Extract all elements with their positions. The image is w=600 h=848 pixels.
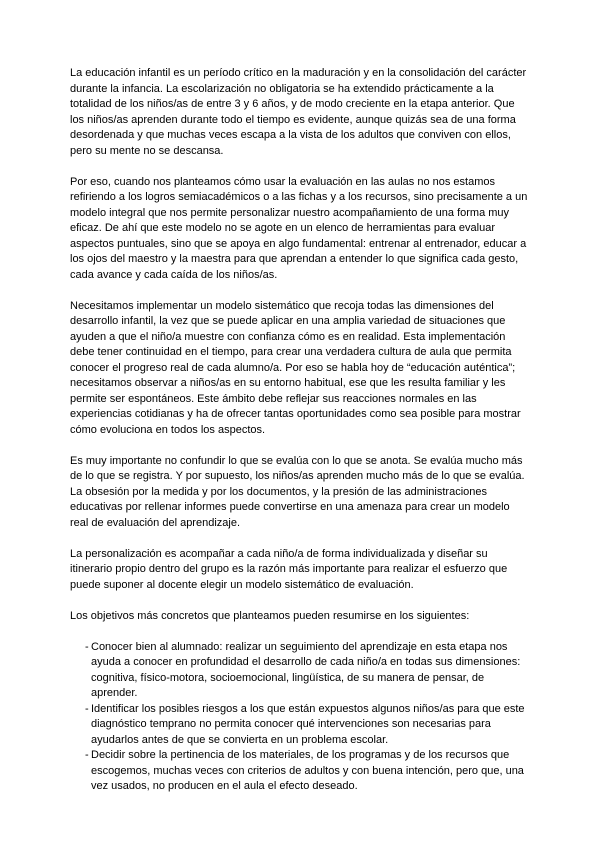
bullet-list	[70, 640, 530, 795]
list-item	[70, 702, 530, 749]
bullet-marker: -	[85, 749, 89, 761]
bullet-marker: -	[85, 640, 89, 653]
bullet-text-conocer-alumnado: Conocer bien al alumnado: realizar un seguimiento del aprendizaje en esta etapa nos ayuda a conocer en profundidad el desarrollo de cada niño/a en todas sus dimensiones: cognitiva, físico-motora, socioemocional, lingüística, de su manera de pensar, de aprender.	[91, 640, 521, 699]
document-body	[70, 66, 530, 795]
list-item	[70, 748, 530, 795]
paragraph-evaluacion-aulas: Por eso, cuando nos planteamos cómo usar la evaluación en las aulas no nos estamos refiriendo a los logros semiacadémicos o a las fichas y a los recursos, sino precisamente a un modelo integral que nos permite personalizar nuestro acompañamiento de una forma muy eficaz. De ahí que este modelo no se agote en un elenco de herramientas para evaluar aspectos puntuales, sino que se apoya en algo fundamental: entrenar al entrenador, educar a los ojos del maestro y la maestra para que aprendan a entender lo que significa cada gesto, cada avance y cada caída de los niños/as.	[70, 175, 528, 281]
list-item	[70, 640, 530, 702]
bullet-text-identificar-riesgos: Identificar los posibles riesgos a los que están expuestos algunos niños/as para que este diagnóstico temprano no permita conocer qué intervenciones son necesarias para ayudarlos antes de que se convierta en un problema escolar.	[91, 702, 525, 746]
paragraph-modelo-sistematico: Necesitamos implementar un modelo sistemático que recoja todas las dimensiones del desarrollo infantil, la vez que se puede aplicar en una amplia variedad de situaciones que ayuden a que el niño/a muestre con confianza cómo es en realidad. Esta implementación debe tener continuidad en el tiempo, para crear una verdadera cultura de aula que permita conocer el progreso real de cada alumno/a. Por eso se habla hoy de “educación auténtica”; necesitamos observar a niños/as en su entorno habitual, ese que les resulta familiar y les permite ser espontáneos. Este ámbito debe reflejar sus reacciones normales en las experiencias cotidianas y ha de ofrecer tantas oportunidades como sea posible para mostrar cómo evoluciona en todos los aspectos.	[70, 299, 521, 436]
paragraph-personalizacion: La personalización es acompañar a cada niño/a de forma individualizada y diseñar su itinerario propio dentro del grupo es la razón más importante para realizar el esfuerzo que puede suponer al docente elegir un modelo sistemático de evaluación.	[70, 547, 508, 591]
paragraph-evalua-anota: Es muy importante no confundir lo que se evalúa con lo que se anota. Se evalúa mucho más de lo que se registra. Y por supuesto, los niños/as aprenden mucho más de lo que se evalúa. La obsesión por la medida y por los documentos, y la presión de las administraciones educativas por rellenar informes puede convertirse en una amenaza para crear un modelo real de evaluación del aprendizaje.	[70, 454, 525, 529]
bullet-marker: -	[85, 702, 89, 715]
paragraph-education-infantil: La educación infantil es un período crítico en la maduración y en la consolidación del carácter durante la infancia. La escolarización no obligatoria se ha extendido prácticamente a la totalidad de los niños/as de entre 3 y 6 años, y de modo creciente en la etapa anterior. Que los niños/as aprenden durante todo el tiempo es evidente, aunque quizás sea de una forma desordenada y que muchas veces escapa a la vista de los adultos que conviven con ellos, pero su mente no se descansa.	[70, 67, 527, 157]
list-intro: Los objetivos más concretos que planteamos pueden resumirse en los siguientes:	[70, 609, 470, 622]
bullet-text-decidir-pertinencia: Decidir sobre la pertinencia de los materiales, de los programas y de los recursos que escogemos, muchas veces con criterios de adultos y con buena intención, pero que, una vez usados, no producen en el aula el efecto deseado.	[91, 749, 524, 792]
